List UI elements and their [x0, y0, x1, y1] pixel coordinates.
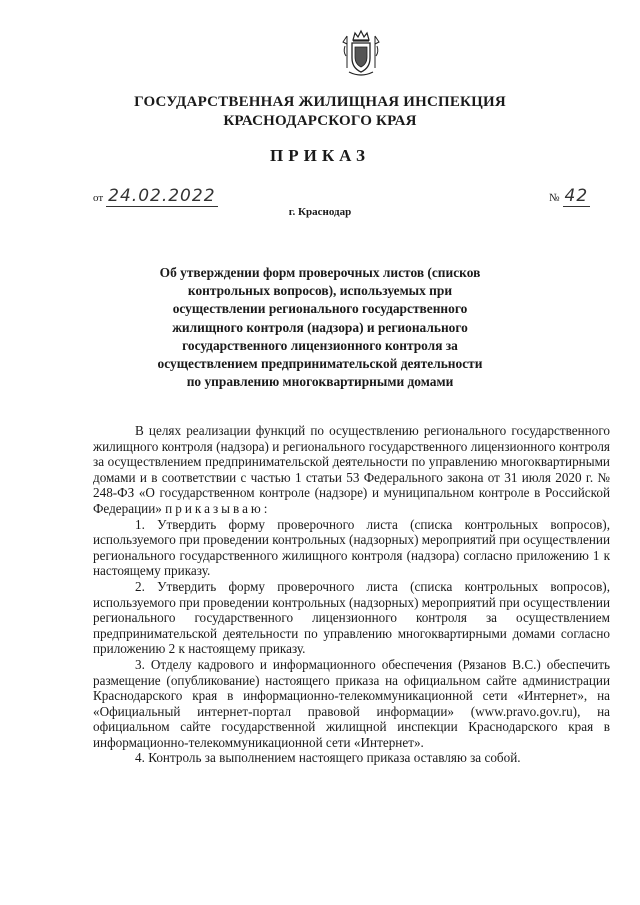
organization-name-line2: КРАСНОДАРСКОГО КРАЯ	[223, 113, 417, 129]
order-item-3: 3. Отделу кадрового и информационного обеспечения (Рязанов В.С.) обеспечить размещение (опубликование) настоящего приказа на официальном сайте администрации Краснодарского края в информационно-телекоммуникационной сети «Интернет», на «Официальный интернет-портал правовой информации» (www.pravo.gov.ru), на официальном сайте государственной жилищной инспекции Краснодарского края в информационно-телекоммуникационной сети «Интернет».	[93, 656, 610, 750]
document-number	[549, 186, 590, 207]
preamble-order-word: приказываю:	[165, 500, 271, 516]
number-prefix: №	[549, 192, 560, 204]
order-item-1: 1. Утвердить форму проверочного листа (списка контрольных вопросов), используемого при проведении контрольных (надзорных) мероприятий при осуществлении регионального государственного жилищного контроля (надзора) согласно приложению 1 к настоящему приказу.	[93, 516, 610, 579]
document-date	[93, 186, 218, 207]
order-item-2: 2. Утвердить форму проверочного листа (списка контрольных вопросов), используемого при проведении контрольных (надзорных) мероприятий при осуществлении регионального государственного лицензионного контроля за осуществлением предпринимательской деятельности по управлению многоквартирными домами согласно приложению 2 к настоящему приказу.	[93, 578, 610, 657]
order-item-4: 4. Контроль за выполнением настоящего приказа оставляю за собой.	[135, 750, 521, 766]
document-subject: Об утверждении форм проверочных листов (списков контрольных вопросов), используемых при осуществлении регионального государственного жилищного контроля (надзора) и регионального государственного лицензионного контроля за осуществлением предпринимательской деятельности по управлению многоквартирными домами	[157, 265, 483, 390]
city: г. Краснодар	[288, 206, 352, 218]
document-body	[93, 423, 610, 766]
date-prefix: от	[93, 192, 104, 204]
preamble-paragraph	[93, 423, 610, 517]
document-type: ПРИКАЗ	[270, 146, 370, 165]
organization-name-line1: ГОСУДАРСТВЕННАЯ ЖИЛИЩНАЯ ИНСПЕКЦИЯ	[134, 94, 506, 110]
preamble-text: В целях реализации функций по осуществлению регионального государственного жилищного контроля (надзора) и регионального государственного лицензионного контроля за осуществлением предпринимательской деятельности по управлению многоквартирными домами и в соответствии с частью 1 статьи 53 Федерального закона от 31 июля 2020 г. № 248-ФЗ «О государственном контроле (надзоре) и муниципальном контроле в Российской Федерации»	[93, 423, 610, 516]
krasnodar-coat-of-arms-icon	[341, 28, 381, 78]
date-value: 24.02.2022	[108, 186, 216, 206]
organization-name	[0, 93, 640, 131]
number-value: 42	[564, 186, 589, 206]
